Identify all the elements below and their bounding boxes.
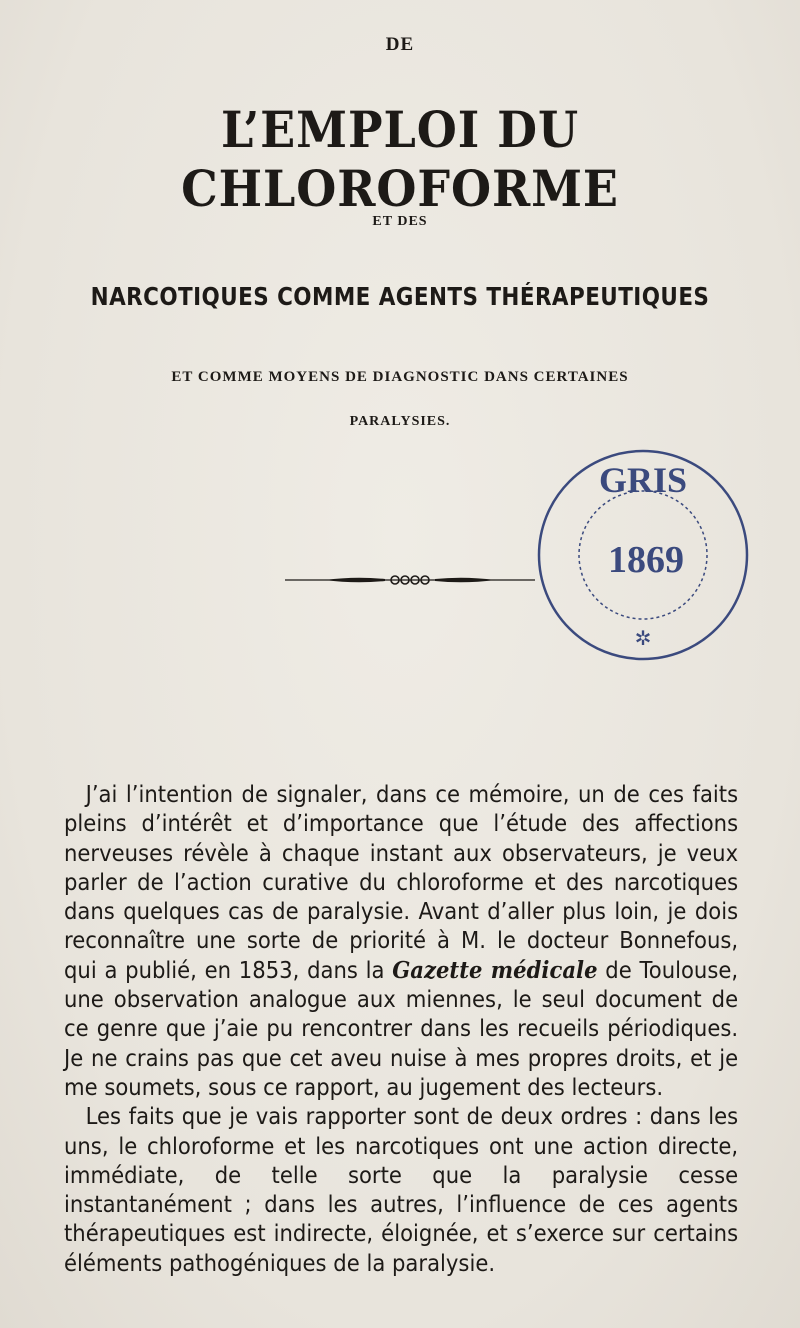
header-paralysies: PARALYSIES. <box>349 414 451 429</box>
paragraph-1-text-b: de Toulouse, une observation analogue aux miennes, le seul document de ce genre que j’aie pu rencontrer dans les recueils périodiques. Je ne crains pas que cet aveu nuise à mes propres droits, et je me soumets, sous ce rapport, au jugement des lecteurs. <box>64 955 739 1101</box>
paragraph-1 <box>64 780 738 1102</box>
main-title: L’EMPLOI DU CHLOROFORME <box>181 100 619 218</box>
header-de: DE <box>385 34 415 55</box>
paragraph-2: Les faits que je vais rapporter sont de deux ordres : dans les uns, le chloroforme et les narcotiques ont une action directe, immédiate, de telle sorte que la paralysie cesse instantanément ; dans les autres, l’influence de ces agents thérapeutiques est indirecte, éloignée, et s’exerce sur certains éléments pathogéniques de la paralysie. <box>64 1102 739 1277</box>
stamp-year: 1869 <box>608 539 684 581</box>
subtitle: NARCOTIQUES COMME AGENTS THÉRAPEUTIQUES <box>90 282 710 311</box>
header-et-des: ET DES <box>372 214 428 229</box>
paragraph-1-text-a: J’ai l’intention de signaler, dans ce mémoire, un de ces faits pleins d’intérêt et d’importance que l’étude des affections nerveuses révèle à chaque instant aux observateurs, je veux parler de l’action curative du chloroforme et des narcotiques dans quelques cas de paralysie. Avant d’aller plus loin, je dois reconnaître une sorte de priorité à M. le docteur Bonnefous, qui a publié, en 1853, dans la <box>64 780 739 984</box>
ornament-divider <box>285 570 535 590</box>
header-moyens: ET COMME MOYENS DE DIAGNOSTIC DANS CERTAINES <box>171 369 629 385</box>
stamp-star-icon: ✲ <box>634 628 652 650</box>
body-text <box>64 780 738 1278</box>
paragraph-1-italic: Gazette médicale <box>392 955 598 984</box>
library-stamp <box>528 440 758 670</box>
stamp-top-text: GRIS <box>598 460 688 500</box>
